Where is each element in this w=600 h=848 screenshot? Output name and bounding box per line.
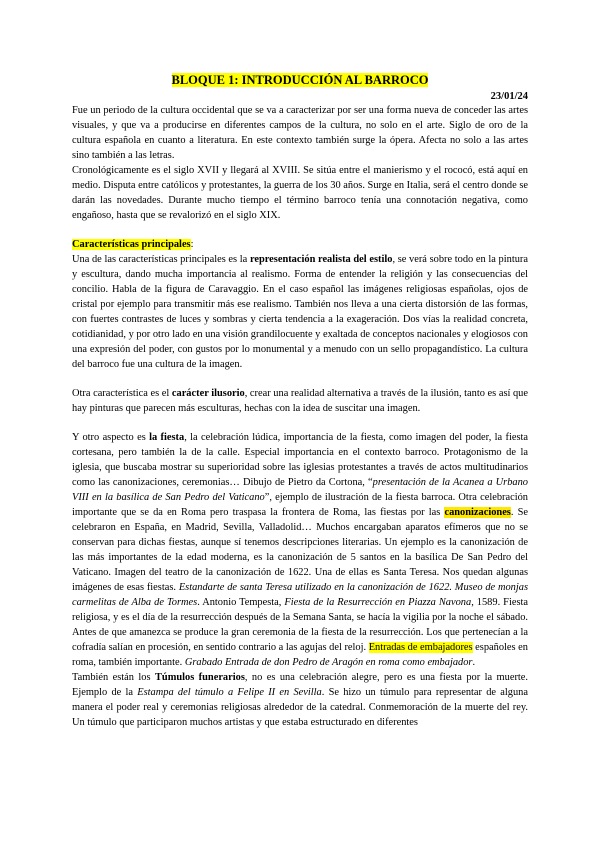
paragraph-illusion: Otra característica es el carácter ilusorio, crear una realidad alternativa a través de la ilusión, tanto es así que hay pinturas que parecen más esculturas, hechas con la idea de suscitar una imagen. bbox=[72, 388, 528, 414]
section-heading: Características principales: bbox=[72, 239, 194, 250]
document-title: BLOQUE 1: INTRODUCCIÓN AL BARROCO bbox=[171, 73, 429, 87]
paragraph-tumulos: También están los Túmulos funerarios, no es una celebración alegre, pero es una fiesta por la muerte. Ejemplo de la Estampa del túmulo a Felipe II en Sevilla. Se hizo un túmulo para representar de alguna manera el poder real y ceremonias religiosas alrededor de la catedral. Conmemoración de la muerte del rey. Un túmulo que participaron muchos artistas y que estaba estructurado en diferentes bbox=[72, 672, 528, 728]
spacer bbox=[72, 223, 528, 237]
spacer bbox=[72, 372, 528, 386]
intro-paragraph-1: Fue un periodo de la cultura occidental que se va a caracterizar por ser una forma nueva de conceder las artes visuales, y que va a producirse en diferentes campos de la cultura, no solo en el arte. Siglo de oro de la cultura española en cuanto a literatura. En este contexto también surge la ópera. Afecta no solo a las artes sino también a las letras. bbox=[72, 105, 528, 161]
spacer bbox=[72, 416, 528, 430]
paragraph-realism: Una de las características principales es la representación realista del estilo, se verá sobre todo en la pintura y escultura, dando mucha importancia al realismo. Forma de entender la religión y las consecuencias del concilio. Habla de la figura de Caravaggio. En el caso español las imágenes religiosas españolas, ojos de cristal por ejemplo para transmitir más ese realismo. También nos lleva a una cierta distorsión de las formas, con fuertes contrastes de luces y sombras y cierta tendencia a la exageración. Dos vías la realidad concreta, cotidianidad, y por otro lado en una visión grandilocuente y exaltada de conceptos nacionales y elogiosos con una expresión del poder, con gustos por lo monumental y a menudo con un sello propagandístico. La cultura del barroco fue una cultura de la imagen. bbox=[72, 254, 528, 370]
paragraph-fiesta: Y otro aspecto es la fiesta, la celebración lúdica, importancia de la fiesta, como imagen del poder, la fiesta cortesana, pero también la de la calle. Especial importancia en el contexto barroco. Protagonismo de la iglesia, que buscaba mostrar su superioridad sobre las iglesias protestantes a través de actos multitudinarios como las canonizaciones, ceremonias… Dibujo de Pietro da Cortona, “presentación de la Acanea a Urbano VIII en la basílica de San Pedro del Vaticano”, ejemplo de ilustración de la fiesta barroca. Otra celebración importante que se da en Roma pero traspasa la frontera de Roma, las fiestas por las canonizaciones. Se celebraron en España, en Madrid, Sevilla, Valladolid… Muchos encargaban aparatos efímeros que no se conservan para dichas fiestas, aunque sí tenemos descripciones literarias. Un ejemplo es la canonización de las más importantes de la edad moderna, es la canonización de 5 santos en la basílica De San Pedro del Vaticano. Imagen del teatro de la canonización de 1622. Una de ellas es Santa Teresa. Nos quedan algunas imágenes de esas fiestas. Estandarte de santa Teresa utilizado en la canonización de 1622. Museo de monjas carmelitas de Alba de Tormes. Antonio Tempesta, Fiesta de la Resurrección en Piazza Navona, 1589. Fiesta religiosa, y es el día de la resurrección después de la Semana Santa, se hacía la vigilia por la noche el sábado. Antes de que amanezca se produce la gran ceremonia de la fiesta de la resurrección. Los que pertenecían a la cofradía salían en procesión, en sentido contrario a las agujas del reloj. Entradas de embajadores españoles en roma, también importante. Grabado Entrada de don Pedro de Aragón en roma como embajador. bbox=[72, 432, 529, 668]
intro-paragraph-2: Cronológicamente es el siglo XVII y llegará al XVIII. Se sitúa entre el manierismo y el rococó, está aquí en medio. Disputa entre católicos y protestantes, la guerra de los 30 años. Surge en Italia, será el centro donde se darán las novedades. Durante mucho tiempo el término barroco tenía una connotación negativa, como engañoso, hasta que se revalorizó en el siglo XIX. bbox=[72, 165, 528, 221]
document-date: 23/01/24 bbox=[490, 91, 528, 102]
